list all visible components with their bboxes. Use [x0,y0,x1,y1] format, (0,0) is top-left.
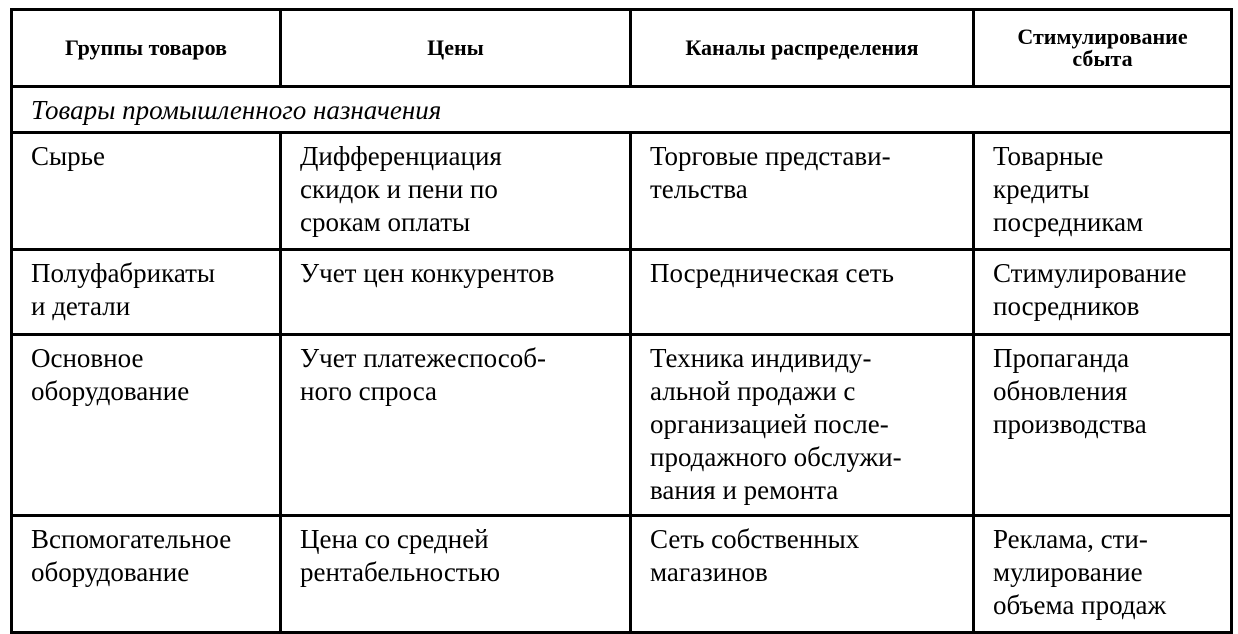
table-cell [12,133,281,250]
header-row [12,10,1232,87]
cell-line: Стимулирование [993,258,1187,288]
cell-line: обновления [993,376,1128,406]
cell-line: Дифференциация [300,141,502,171]
cell-line: Вспомогательное [31,524,232,554]
cell-line: Сырье [31,141,105,171]
table-cell [281,250,631,335]
table-cell [974,335,1232,516]
header-line: Каналы распределения [685,35,919,60]
cell-line: Учет платежеспособ- [300,343,546,373]
cell-line: Основное [31,343,144,373]
cell-line: оборудование [31,376,190,406]
table-cell [631,516,974,633]
table-cell [12,516,281,633]
cell-line: Торговые представи- [650,141,891,171]
cell-line: Реклама, сти- [993,524,1148,554]
table-cell [281,516,631,633]
table-row [12,335,1232,516]
section-title: Товары промышленного назначения [12,87,1232,133]
cell-line: организацией после- [650,409,889,439]
cell-line: Полуфабрикаты [31,258,216,288]
cell-line: Цена со средней [300,524,489,554]
table-cell [974,516,1232,633]
cell-line: объема продаж [993,590,1167,620]
table-cell [631,335,974,516]
table-row [12,516,1232,633]
cell-line: продажного обслужи- [650,442,902,472]
cell-line: и детали [31,291,131,321]
cell-line: Учет цен конкурентов [300,258,555,288]
cell-line: рентабельностью [300,557,501,587]
cell-line: скидок и пени по [300,174,498,204]
cell-line: Техника индивиду- [650,343,872,373]
cell-line: тельства [650,174,748,204]
document-page [10,8,1230,634]
table-cell [281,133,631,250]
table-cell [281,335,631,516]
table-cell [12,335,281,516]
table-row [12,133,1232,250]
header-distribution-channels [631,10,974,87]
table-row [12,250,1232,335]
cell-line: мулирование [993,557,1143,587]
section-row [12,87,1232,133]
table-cell [631,133,974,250]
header-prices [281,10,631,87]
cell-line: производства [993,409,1147,439]
header-line: Цены [427,35,484,60]
cell-line: Пропаганда [993,343,1130,373]
cell-line: Сеть собственных [650,524,860,554]
table-cell [974,133,1232,250]
header-line: сбыта [1072,46,1133,71]
header-line: Группы товаров [64,35,227,60]
cell-line: посредникам [993,207,1144,237]
header-line: Стимулирование [1017,24,1188,49]
cell-line: магазинов [650,557,768,587]
table-cell [12,250,281,335]
cell-line: ного спроса [300,376,438,406]
cell-line: кредиты [993,174,1090,204]
cell-line: альной продажи с [650,376,856,406]
marketing-table [10,8,1233,634]
cell-line: оборудование [31,557,190,587]
header-sales-promotion [974,10,1232,87]
cell-line: срокам оплаты [300,207,471,237]
cell-line: Товарные [993,141,1104,171]
cell-line: Посредническая сеть [650,258,894,288]
cell-line: посредников [993,291,1140,321]
table-cell [631,250,974,335]
table-cell [974,250,1232,335]
header-product-groups [12,10,281,87]
cell-line: вания и ремонта [650,475,839,505]
